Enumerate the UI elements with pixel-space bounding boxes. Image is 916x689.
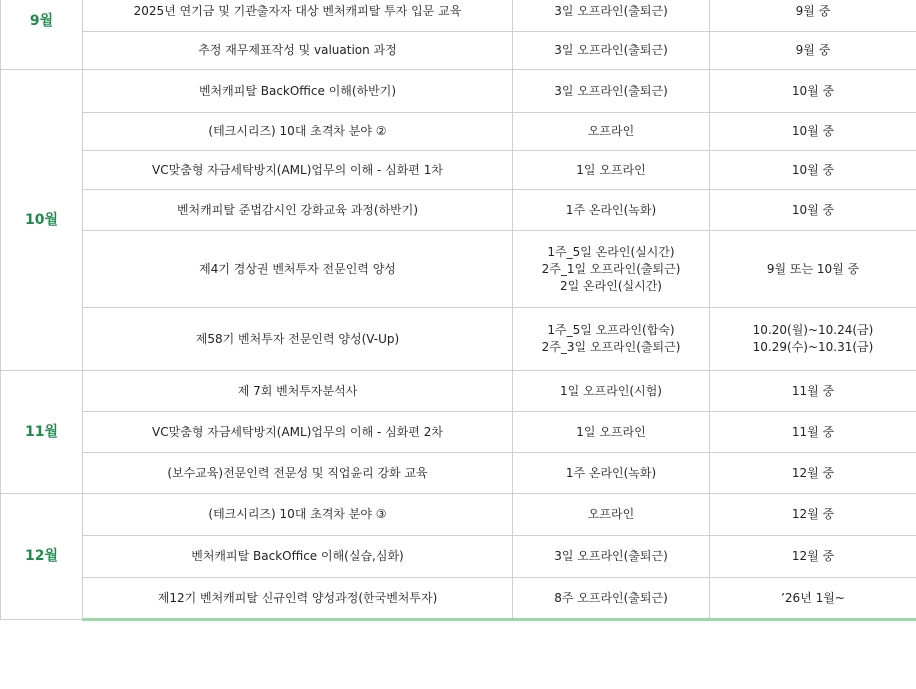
program-cell: 제12기 벤처캐피탈 신규인력 양성과정(한국벤처투자) — [83, 578, 513, 620]
method-cell: 3일 오프라인(출퇴근) — [513, 536, 710, 578]
program-cell: (보수교육)전문인력 전문성 및 직업윤리 강화 교육 — [83, 453, 513, 494]
program-cell: 벤처캐피탈 BackOffice 이해(실습,심화) — [83, 536, 513, 578]
program-cell: 제58기 벤처투자 전문인력 양성(V-Up) — [83, 308, 513, 371]
program-cell: 제4기 경상권 벤처투자 전문인력 양성 — [83, 231, 513, 308]
schedule-table-body — [1, 0, 916, 620]
method-cell: 1주 온라인(녹화) — [513, 453, 710, 494]
method-cell: 오프라인 — [513, 494, 710, 536]
schedule-cell: ’26년 1월~ — [710, 578, 916, 620]
method-cell: 1일 오프라인(시험) — [513, 371, 710, 412]
program-cell: (테크시리즈) 10대 초격차 분야 ③ — [83, 494, 513, 536]
schedule-cell: 11월 중 — [710, 412, 916, 453]
table-row — [1, 190, 916, 231]
schedule-cell: 10월 중 — [710, 190, 916, 231]
schedule-cell: 10.20(월)~10.24(금) 10.29(수)~10.31(금) — [710, 308, 916, 371]
table-row — [1, 32, 916, 70]
table-row — [1, 0, 916, 32]
schedule-cell: 10월 중 — [710, 151, 916, 190]
program-cell: VC맞춤형 자금세탁방지(AML)업무의 이해 - 심화편 2차 — [83, 412, 513, 453]
method-cell: 3일 오프라인(출퇴근) — [513, 32, 710, 70]
table-row — [1, 151, 916, 190]
schedule-cell: 12월 중 — [710, 494, 916, 536]
table-row — [1, 412, 916, 453]
table-row — [1, 371, 916, 412]
schedule-cell: 10월 중 — [710, 113, 916, 151]
schedule-cell: 12월 중 — [710, 536, 916, 578]
month-cell: 12월 — [1, 494, 83, 620]
schedule-cell: 9월 중 — [710, 32, 916, 70]
table-row — [1, 70, 916, 113]
table-row — [1, 536, 916, 578]
table-row — [1, 453, 916, 494]
program-cell: 벤처캐피탈 BackOffice 이해(하반기) — [83, 70, 513, 113]
schedule-cell: 11월 중 — [710, 371, 916, 412]
method-cell: 오프라인 — [513, 113, 710, 151]
method-cell: 1일 오프라인 — [513, 151, 710, 190]
method-cell: 8주 오프라인(출퇴근) — [513, 578, 710, 620]
month-cell: 11월 — [1, 371, 83, 494]
method-cell: 1주 온라인(녹화) — [513, 190, 710, 231]
table-row — [1, 578, 916, 620]
schedule-cell: 10월 중 — [710, 70, 916, 113]
program-cell: 제 7회 벤처투자분석사 — [83, 371, 513, 412]
method-cell: 3일 오프라인(출퇴근) — [513, 0, 710, 32]
program-cell: 추정 재무제표작성 및 valuation 과정 — [83, 32, 513, 70]
schedule-cell: 9월 또는 10월 중 — [710, 231, 916, 308]
month-cell: 10월 — [1, 70, 83, 371]
program-cell: (테크시리즈) 10대 초격차 분야 ② — [83, 113, 513, 151]
method-cell: 3일 오프라인(출퇴근) — [513, 70, 710, 113]
schedule-cell: 9월 중 — [710, 0, 916, 32]
program-cell: 벤처캐피탈 준법감시인 강화교육 과정(하반기) — [83, 190, 513, 231]
method-cell: 1일 오프라인 — [513, 412, 710, 453]
program-cell: VC맞춤형 자금세탁방지(AML)업무의 이해 - 심화편 1차 — [83, 151, 513, 190]
method-cell: 1주_5일 온라인(실시간) 2주_1일 오프라인(출퇴근) 2일 온라인(실시간) — [513, 231, 710, 308]
table-row — [1, 308, 916, 371]
table-row — [1, 113, 916, 151]
month-cell: 9월 — [1, 0, 83, 70]
table-row — [1, 494, 916, 536]
table-row — [1, 231, 916, 308]
method-cell: 1주_5일 오프라인(합숙) 2주_3일 오프라인(출퇴근) — [513, 308, 710, 371]
schedule-cell: 12월 중 — [710, 453, 916, 494]
program-cell: 2025년 연기금 및 기관출자자 대상 벤처캐피탈 투자 입문 교육 — [83, 0, 513, 32]
